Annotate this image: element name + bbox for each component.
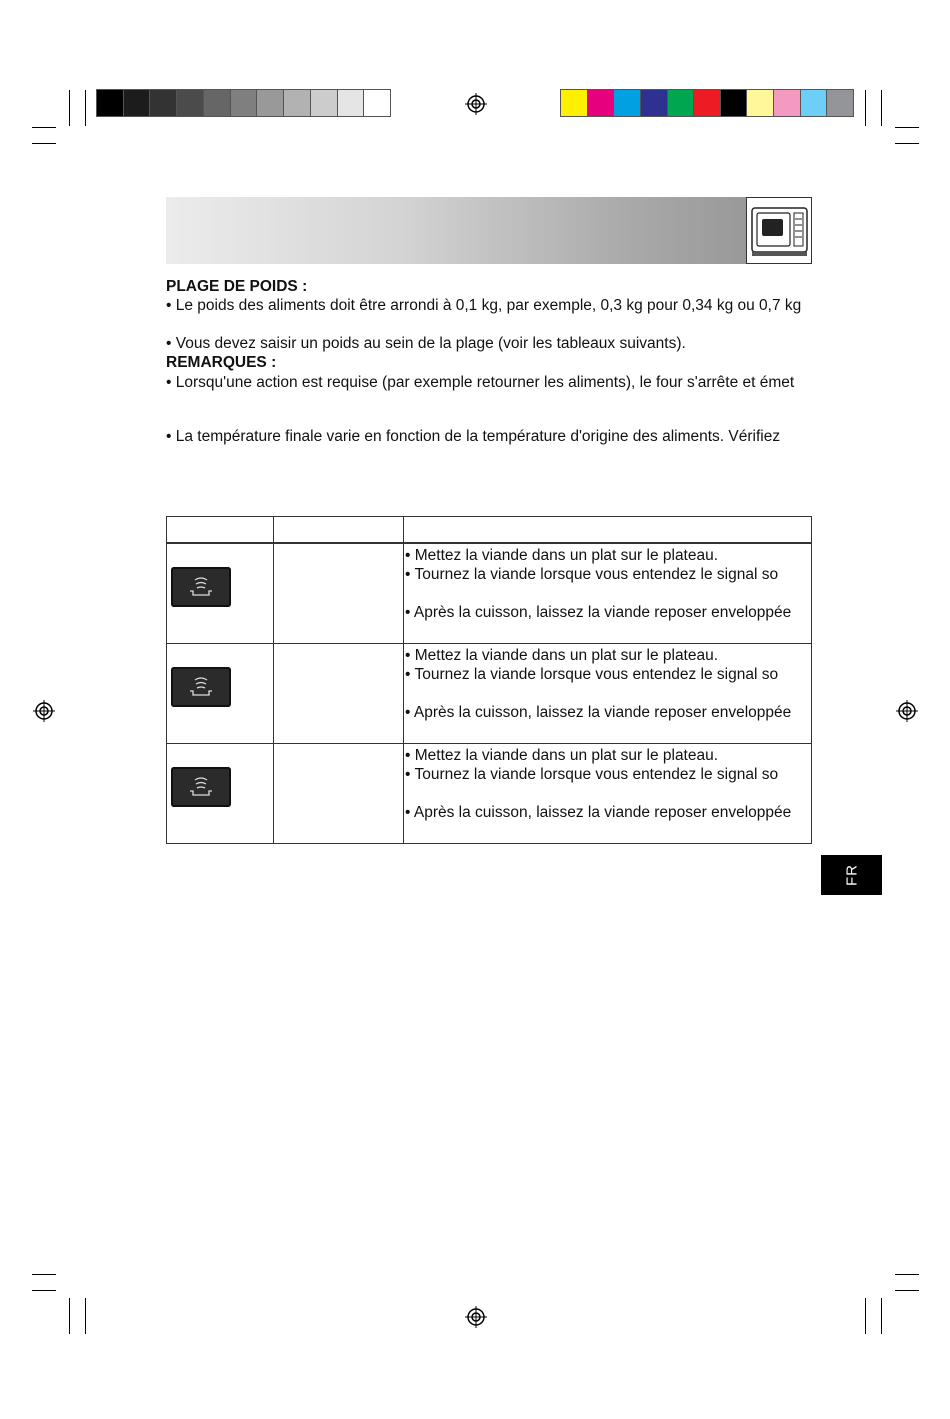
table-cell-text: • Mettez la viande dans un plat sur le plateau.	[405, 747, 719, 764]
color-swatch	[231, 90, 258, 116]
crop-mark	[895, 127, 919, 128]
crop-mark	[32, 127, 56, 128]
color-swatch	[97, 90, 124, 116]
auto-cook-button-icon	[171, 567, 231, 607]
color-swatch	[150, 90, 177, 116]
microwave-icon	[747, 198, 811, 263]
color-swatch	[588, 90, 615, 116]
table-cell-text: • Après la cuisson, laissez la viande reposer enveloppée	[405, 604, 792, 621]
color-swatch	[827, 90, 853, 116]
auto-cook-button-icon	[171, 767, 231, 807]
table-row	[405, 746, 807, 822]
color-swatch	[257, 90, 284, 116]
color-swatch	[364, 90, 390, 116]
color-swatch	[694, 90, 721, 116]
crop-mark	[32, 1274, 56, 1275]
registration-mark-icon	[465, 1306, 487, 1328]
color-swatch	[668, 90, 695, 116]
crop-mark	[69, 1298, 70, 1334]
weight-range-heading: PLAGE DE POIDS :	[166, 278, 308, 295]
crop-mark	[865, 90, 866, 126]
color-swatch	[124, 90, 151, 116]
table-cell-text: • Après la cuisson, laissez la viande reposer enveloppée	[405, 804, 792, 821]
registration-mark-icon	[896, 700, 918, 722]
color-swatch	[204, 90, 231, 116]
crop-mark	[865, 1298, 866, 1334]
color-swatch	[641, 90, 668, 116]
table-cell-text: • Mettez la viande dans un plat sur le plateau.	[405, 547, 719, 564]
table-row	[405, 546, 807, 622]
crop-mark	[32, 1290, 56, 1291]
color-swatch	[614, 90, 641, 116]
crop-mark	[32, 143, 56, 144]
microwave-icon-box	[746, 197, 812, 264]
color-swatch	[338, 90, 365, 116]
crop-mark	[895, 1274, 919, 1275]
crop-mark	[881, 1298, 882, 1334]
color-swatch	[721, 90, 748, 116]
table-cell-text: • Après la cuisson, laissez la viande reposer enveloppée	[405, 704, 792, 721]
weight-range-line-1: • Le poids des aliments doit être arrondi à 0,1 kg, par exemple, 0,3 kg pour 0,34 kg ou 0,7 kg	[166, 297, 802, 314]
language-tab-label: FR	[843, 864, 860, 886]
crop-mark	[85, 1298, 86, 1334]
remarks-heading: REMARQUES :	[166, 354, 277, 371]
table-cell-text: • Mettez la viande dans un plat sur le plateau.	[405, 647, 719, 664]
table-cell-text: • Tournez la viande lorsque vous entendez le signal so	[405, 666, 779, 683]
crop-mark	[85, 90, 86, 126]
table-cell-text	[405, 784, 807, 803]
table-cell-text	[405, 684, 807, 703]
section-header-bar	[166, 197, 746, 264]
table-cell-text: • Tournez la viande lorsque vous entendez le signal so	[405, 766, 779, 783]
remarks-line-2: • La température finale varie en fonction de la température d'origine des aliments. Vérifiez	[166, 428, 781, 445]
crop-mark	[881, 90, 882, 126]
color-swatch	[284, 90, 311, 116]
table-cell-text: • Tournez la viande lorsque vous entendez le signal so	[405, 566, 779, 583]
color-swatch	[801, 90, 828, 116]
table-row	[405, 646, 807, 722]
weight-range-line-2: • Vous devez saisir un poids au sein de la plage (voir les tableaux suivants).	[166, 335, 686, 352]
auto-cook-button-icon	[171, 667, 231, 707]
crop-mark	[895, 143, 919, 144]
registration-mark-icon	[33, 700, 55, 722]
language-tab	[821, 855, 882, 895]
color-swatch	[561, 90, 588, 116]
auto-cook-table	[166, 516, 812, 844]
registration-mark-icon	[465, 93, 487, 115]
crop-mark	[69, 90, 70, 126]
gray-calibration-bar	[96, 89, 391, 117]
color-swatch	[311, 90, 338, 116]
color-swatch	[747, 90, 774, 116]
table-cell-text	[405, 584, 807, 603]
remarks-line-1: • Lorsqu'une action est requise (par exemple retourner les aliments), le four s'arrête et émet	[166, 374, 795, 391]
color-swatch	[774, 90, 801, 116]
color-calibration-bar	[560, 89, 854, 117]
crop-mark	[895, 1290, 919, 1291]
color-swatch	[177, 90, 204, 116]
